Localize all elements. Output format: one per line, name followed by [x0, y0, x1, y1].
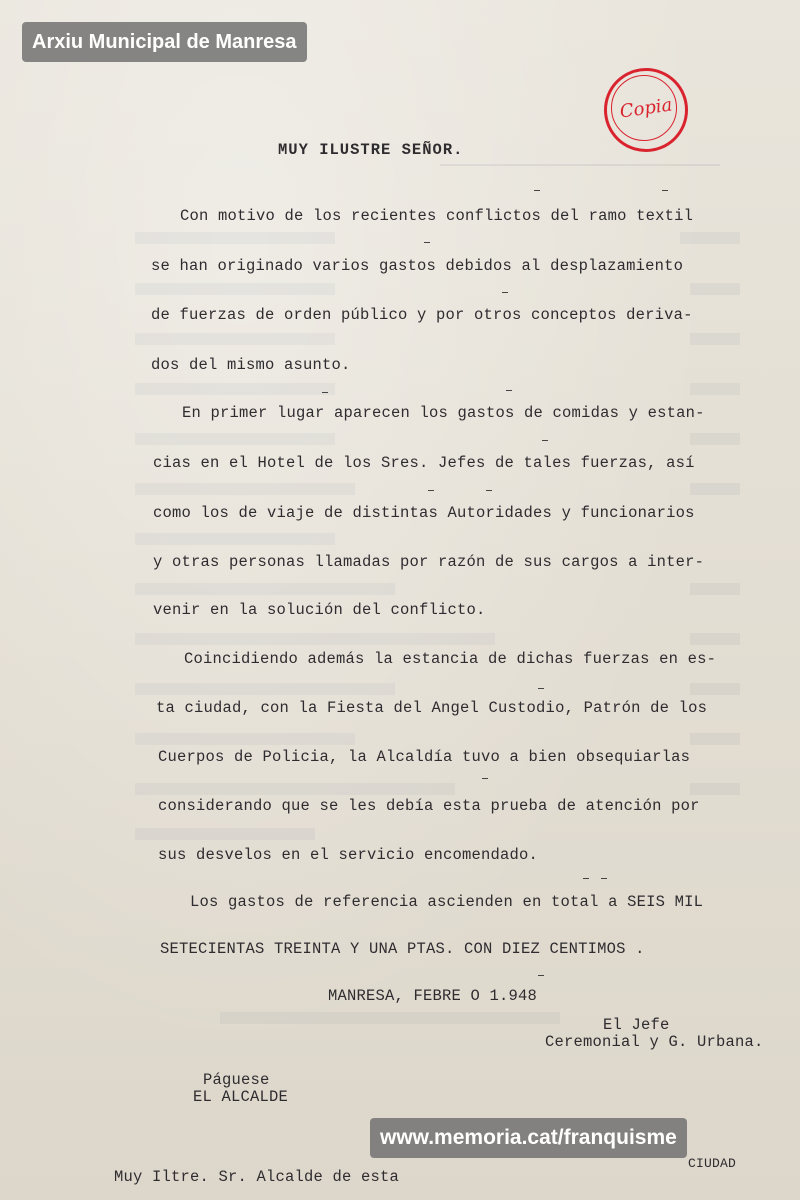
- paragraph-3-line-5: sus desvelos en el servicio encomendado.: [158, 846, 539, 864]
- paragraph-1-line-1: Con motivo de los recientes conflictos del ramo textil: [180, 207, 694, 225]
- paragraph-3-line-4: considerando que se les debía esta prueba de atención por: [158, 797, 700, 815]
- paragraph-2-line-2: cias en el Hotel de los Sres. Jefes de tales fuerzas, así: [153, 454, 695, 472]
- paragraph-1-line-2: se han originado varios gastos debidos al desplazamiento: [151, 257, 684, 275]
- paragraph-1-line-3: de fuerzas de orden público y por otros conceptos deriva-: [151, 306, 693, 324]
- addressee-city: CIUDAD: [688, 1156, 737, 1171]
- paragraph-3-line-3: Cuerpos de Policia, la Alcaldía tuvo a bien obsequiarlas: [158, 748, 691, 766]
- paragraph-2-line-5: venir en la solución del conflicto.: [153, 601, 486, 619]
- payment-order: Páguese: [203, 1071, 270, 1089]
- archive-watermark: Arxiu Municipal de Manresa: [22, 22, 307, 62]
- paragraph-3-line-1: Coincidiendo además la estancia de dichas fuerzas en es-: [184, 650, 717, 668]
- total-line-2: SETECIENTAS TREINTA Y UNA PTAS. CON DIEZ CENTIMOS .: [160, 940, 645, 958]
- copy-stamp: [604, 68, 688, 152]
- total-line-1: Los gastos de referencia ascienden en total a SEIS MIL: [190, 893, 704, 911]
- signature-title: El Jefe: [603, 1016, 670, 1034]
- paragraph-2-line-4: y otras personas llamadas por razón de sus cargos a inter-: [153, 553, 705, 571]
- paragraph-1-line-4: dos del mismo asunto.: [151, 356, 351, 374]
- copy-stamp-text: Copia: [618, 94, 674, 123]
- paragraph-2-line-1: En primer lugar aparecen los gastos de comidas y estan-: [182, 404, 705, 422]
- addressee: Muy Iltre. Sr. Alcalde de esta: [114, 1168, 400, 1186]
- payment-authority: EL ALCALDE: [193, 1088, 289, 1106]
- salutation: MUY ILUSTRE SEÑOR.: [278, 141, 464, 159]
- signature-department: Ceremonial y G. Urbana.: [545, 1033, 764, 1051]
- paragraph-3-line-2: ta ciudad, con la Fiesta del Angel Custodio, Patrón de los: [156, 699, 708, 717]
- date-line: MANRESA, FEBRE O 1.948: [328, 987, 538, 1005]
- paragraph-2-line-3: como los de viaje de distintas Autoridades y funcionarios: [153, 504, 695, 522]
- site-watermark: www.memoria.cat/franquisme: [370, 1118, 687, 1158]
